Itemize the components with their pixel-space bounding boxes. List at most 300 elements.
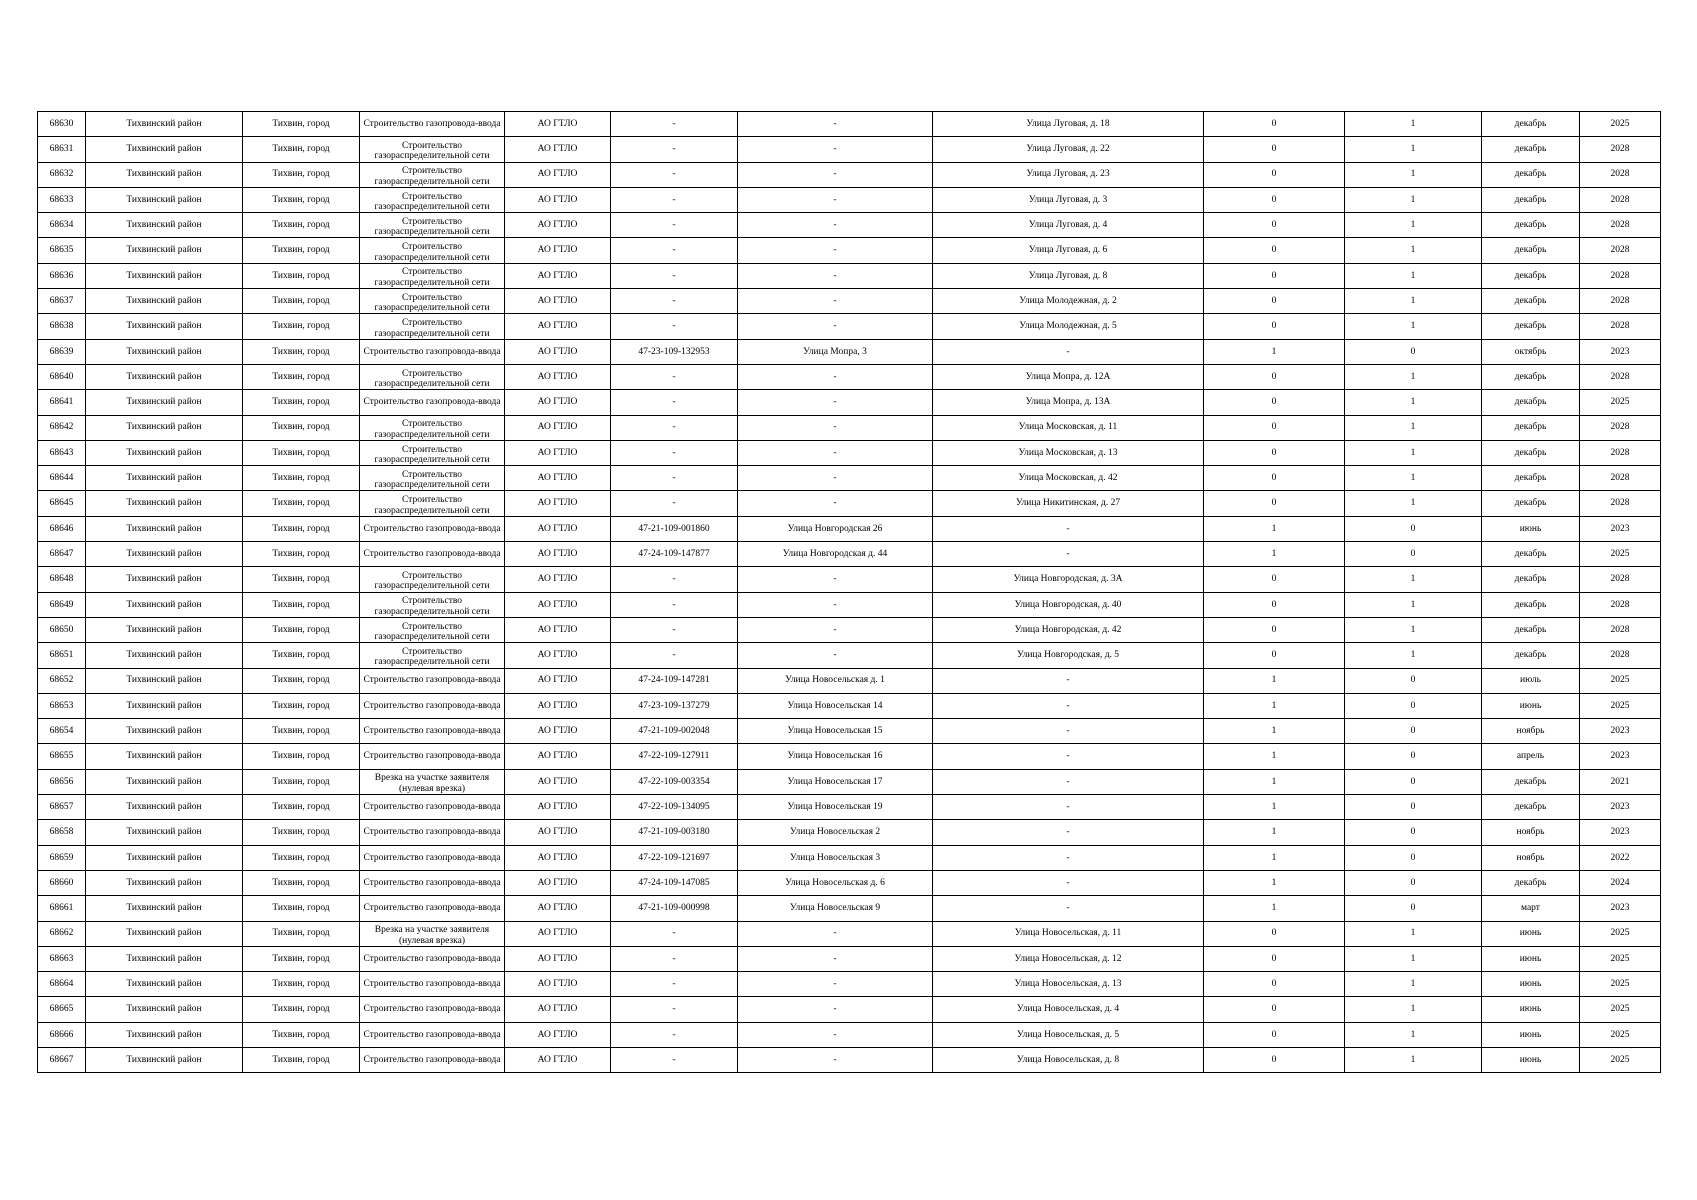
cell-locality: Тихвин, город — [243, 921, 360, 946]
cell-address-existing: Улица Мопра, 3 — [738, 339, 933, 364]
cell-organization: АО ГТЛО — [505, 213, 611, 238]
table-row — [38, 466, 1661, 491]
cell-year: 2025 — [1580, 1047, 1661, 1072]
cell-cadastral-number: - — [611, 364, 738, 389]
cell-address-existing: - — [738, 112, 933, 137]
table-row — [38, 364, 1661, 389]
table-row — [38, 314, 1661, 339]
table-row — [38, 415, 1661, 440]
cell-count-a: 0 — [1204, 567, 1345, 592]
table-row — [38, 896, 1661, 921]
cell-work-type — [360, 1047, 505, 1072]
work-type-text: Строительство газопровода-ввода — [363, 397, 501, 408]
cell-locality: Тихвин, город — [243, 542, 360, 567]
cell-address-existing: Улица Новосельская 16 — [738, 744, 933, 769]
cell-district: Тихвинский район — [86, 112, 243, 137]
cell-address-planned: Улица Новосельская, д. 4 — [933, 997, 1204, 1022]
cell-locality: Тихвин, город — [243, 643, 360, 668]
cell-organization: АО ГТЛО — [505, 162, 611, 187]
cell-count-b: 1 — [1345, 112, 1482, 137]
data-table — [37, 111, 1661, 1073]
cell-count-b: 1 — [1345, 440, 1482, 465]
cell-count-b: 1 — [1345, 491, 1482, 516]
cell-district: Тихвинский район — [86, 440, 243, 465]
cell-year: 2028 — [1580, 466, 1661, 491]
cell-district: Тихвинский район — [86, 769, 243, 794]
work-type-text: Строительство газопровода-ввода — [363, 1054, 501, 1065]
cell-count-a: 0 — [1204, 364, 1345, 389]
cell-year: 2023 — [1580, 339, 1661, 364]
cell-address-existing: Улица Новосельская 9 — [738, 896, 933, 921]
cell-count-a: 0 — [1204, 314, 1345, 339]
cell-address-planned: - — [933, 668, 1204, 693]
cell-address-existing: - — [738, 466, 933, 491]
cell-address-planned: Улица Московская, д. 13 — [933, 440, 1204, 465]
cell-organization: АО ГТЛО — [505, 364, 611, 389]
table-row — [38, 769, 1661, 794]
cell-id: 68652 — [38, 668, 86, 693]
cell-year: 2028 — [1580, 238, 1661, 263]
table-body — [38, 112, 1661, 1073]
cell-organization: АО ГТЛО — [505, 314, 611, 339]
table-row — [38, 870, 1661, 895]
cell-year: 2028 — [1580, 567, 1661, 592]
cell-count-a: 0 — [1204, 972, 1345, 997]
cell-cadastral-number: 47-21-109-000998 — [611, 896, 738, 921]
cell-district: Тихвинский район — [86, 466, 243, 491]
cell-work-type — [360, 921, 505, 946]
cell-month: декабрь — [1482, 238, 1580, 263]
work-type-text: Строительство газораспределительной сети — [374, 368, 490, 390]
cell-count-b: 1 — [1345, 592, 1482, 617]
cell-count-a: 0 — [1204, 137, 1345, 162]
cell-district: Тихвинский район — [86, 491, 243, 516]
cell-year: 2028 — [1580, 364, 1661, 389]
cell-year: 2025 — [1580, 112, 1661, 137]
cell-cadastral-number: 47-22-109-121697 — [611, 845, 738, 870]
cell-work-type — [360, 112, 505, 137]
table-row — [38, 668, 1661, 693]
cell-locality: Тихвин, город — [243, 440, 360, 465]
cell-count-b: 1 — [1345, 263, 1482, 288]
cell-id: 68653 — [38, 693, 86, 718]
table-row — [38, 693, 1661, 718]
cell-address-planned: Улица Новосельская, д. 8 — [933, 1047, 1204, 1072]
cell-cadastral-number: - — [611, 643, 738, 668]
cell-work-type — [360, 466, 505, 491]
cell-district: Тихвинский район — [86, 289, 243, 314]
cell-address-planned: - — [933, 870, 1204, 895]
cell-month: декабрь — [1482, 440, 1580, 465]
work-type-text: Строительство газопровода-ввода — [363, 1004, 501, 1015]
work-type-text: Врезка на участке заявителя (нулевая врезка) — [374, 925, 490, 946]
cell-count-a: 1 — [1204, 744, 1345, 769]
cell-address-planned: Улица Молодежная, д. 2 — [933, 289, 1204, 314]
cell-address-existing: - — [738, 1022, 933, 1047]
cell-count-a: 0 — [1204, 921, 1345, 946]
cell-id: 68667 — [38, 1047, 86, 1072]
cell-id: 68638 — [38, 314, 86, 339]
cell-work-type — [360, 314, 505, 339]
cell-year: 2028 — [1580, 415, 1661, 440]
table-row — [38, 187, 1661, 212]
cell-count-a: 0 — [1204, 238, 1345, 263]
cell-organization: АО ГТЛО — [505, 744, 611, 769]
cell-address-planned: - — [933, 516, 1204, 541]
cell-locality: Тихвин, город — [243, 592, 360, 617]
cell-organization: АО ГТЛО — [505, 491, 611, 516]
work-type-text: Строительство газопровода-ввода — [363, 953, 501, 964]
cell-cadastral-number: 47-22-109-003354 — [611, 769, 738, 794]
cell-work-type — [360, 137, 505, 162]
cell-organization: АО ГТЛО — [505, 820, 611, 845]
cell-district: Тихвинский район — [86, 162, 243, 187]
cell-month: июнь — [1482, 921, 1580, 946]
cell-month: июнь — [1482, 1022, 1580, 1047]
cell-work-type — [360, 516, 505, 541]
cell-year: 2022 — [1580, 845, 1661, 870]
work-type-text: Строительство газопровода-ввода — [363, 700, 501, 711]
cell-address-planned: Улица Никитинская, д. 27 — [933, 491, 1204, 516]
cell-address-planned: - — [933, 896, 1204, 921]
cell-district: Тихвинский район — [86, 390, 243, 415]
cell-work-type — [360, 364, 505, 389]
cell-address-existing: Улица Новосельская 14 — [738, 693, 933, 718]
cell-address-existing: - — [738, 491, 933, 516]
cell-address-planned: - — [933, 845, 1204, 870]
cell-month: декабрь — [1482, 364, 1580, 389]
cell-locality: Тихвин, город — [243, 289, 360, 314]
cell-year: 2023 — [1580, 516, 1661, 541]
cell-address-existing: - — [738, 213, 933, 238]
cell-count-a: 0 — [1204, 997, 1345, 1022]
cell-id: 68665 — [38, 997, 86, 1022]
cell-id: 68659 — [38, 845, 86, 870]
cell-year: 2025 — [1580, 542, 1661, 567]
cell-work-type — [360, 491, 505, 516]
cell-count-a: 1 — [1204, 693, 1345, 718]
cell-work-type — [360, 542, 505, 567]
work-type-text: Строительство газораспределительной сети — [374, 318, 490, 339]
cell-organization: АО ГТЛО — [505, 1047, 611, 1072]
cell-organization: АО ГТЛО — [505, 112, 611, 137]
cell-id: 68648 — [38, 567, 86, 592]
cell-work-type — [360, 972, 505, 997]
cell-work-type — [360, 339, 505, 364]
cell-year: 2028 — [1580, 162, 1661, 187]
cell-year: 2025 — [1580, 972, 1661, 997]
cell-district: Тихвинский район — [86, 339, 243, 364]
cell-address-existing: - — [738, 997, 933, 1022]
cell-month: декабрь — [1482, 112, 1580, 137]
cell-work-type — [360, 187, 505, 212]
cell-cadastral-number: - — [611, 440, 738, 465]
cell-month: ноябрь — [1482, 820, 1580, 845]
work-type-text: Строительство газораспределительной сети — [374, 621, 490, 643]
cell-locality: Тихвин, город — [243, 415, 360, 440]
cell-month: декабрь — [1482, 314, 1580, 339]
cell-month: июнь — [1482, 997, 1580, 1022]
cell-organization: АО ГТЛО — [505, 289, 611, 314]
cell-district: Тихвинский район — [86, 187, 243, 212]
cell-count-b: 0 — [1345, 744, 1482, 769]
cell-organization: АО ГТЛО — [505, 972, 611, 997]
cell-cadastral-number: - — [611, 263, 738, 288]
cell-count-b: 1 — [1345, 390, 1482, 415]
cell-address-planned: Улица Новосельская, д. 11 — [933, 921, 1204, 946]
cell-organization: АО ГТЛО — [505, 668, 611, 693]
cell-cadastral-number: - — [611, 162, 738, 187]
cell-cadastral-number: - — [611, 491, 738, 516]
cell-district: Тихвинский район — [86, 592, 243, 617]
cell-organization: АО ГТЛО — [505, 567, 611, 592]
cell-id: 68666 — [38, 1022, 86, 1047]
cell-address-planned: Улица Мопра, д. 12А — [933, 364, 1204, 389]
cell-year: 2028 — [1580, 137, 1661, 162]
cell-address-planned: - — [933, 769, 1204, 794]
cell-work-type — [360, 567, 505, 592]
cell-organization: АО ГТЛО — [505, 921, 611, 946]
cell-cadastral-number: - — [611, 137, 738, 162]
cell-count-a: 0 — [1204, 390, 1345, 415]
cell-id: 68639 — [38, 339, 86, 364]
cell-address-planned: Улица Новгородская, д. 5 — [933, 643, 1204, 668]
cell-address-existing: - — [738, 972, 933, 997]
cell-id: 68651 — [38, 643, 86, 668]
table-row — [38, 719, 1661, 744]
cell-year: 2028 — [1580, 289, 1661, 314]
cell-organization: АО ГТЛО — [505, 946, 611, 971]
cell-id: 68656 — [38, 769, 86, 794]
cell-year: 2023 — [1580, 896, 1661, 921]
cell-id: 68662 — [38, 921, 86, 946]
cell-district: Тихвинский район — [86, 542, 243, 567]
cell-work-type — [360, 415, 505, 440]
cell-address-planned: Улица Новосельская, д. 13 — [933, 972, 1204, 997]
cell-address-planned: Улица Московская, д. 42 — [933, 466, 1204, 491]
cell-month: апрель — [1482, 744, 1580, 769]
cell-id: 68649 — [38, 592, 86, 617]
cell-address-existing: - — [738, 643, 933, 668]
cell-address-existing: - — [738, 364, 933, 389]
cell-district: Тихвинский район — [86, 719, 243, 744]
cell-count-b: 0 — [1345, 795, 1482, 820]
cell-month: декабрь — [1482, 415, 1580, 440]
cell-organization: АО ГТЛО — [505, 997, 611, 1022]
cell-address-planned: Улица Новгородская, д. 3А — [933, 567, 1204, 592]
cell-count-a: 0 — [1204, 187, 1345, 212]
cell-locality: Тихвин, город — [243, 213, 360, 238]
cell-id: 68657 — [38, 795, 86, 820]
work-type-text: Строительство газопровода-ввода — [363, 548, 501, 559]
cell-district: Тихвинский район — [86, 643, 243, 668]
cell-count-b: 0 — [1345, 668, 1482, 693]
cell-district: Тихвинский район — [86, 567, 243, 592]
table-row — [38, 921, 1661, 946]
cell-organization: АО ГТЛО — [505, 415, 611, 440]
cell-organization: АО ГТЛО — [505, 643, 611, 668]
cell-address-existing: Улица Новосельская д. 1 — [738, 668, 933, 693]
cell-address-existing: - — [738, 289, 933, 314]
cell-locality: Тихвин, город — [243, 896, 360, 921]
cell-district: Тихвинский район — [86, 213, 243, 238]
cell-cadastral-number: - — [611, 415, 738, 440]
cell-id: 68632 — [38, 162, 86, 187]
table-row — [38, 238, 1661, 263]
cell-address-planned: Улица Молодежная, д. 5 — [933, 314, 1204, 339]
cell-address-existing: - — [738, 617, 933, 642]
cell-year: 2023 — [1580, 795, 1661, 820]
cell-work-type — [360, 719, 505, 744]
cell-count-a: 1 — [1204, 795, 1345, 820]
cell-cadastral-number: - — [611, 289, 738, 314]
cell-address-existing: - — [738, 415, 933, 440]
cell-locality: Тихвин, город — [243, 997, 360, 1022]
cell-month: декабрь — [1482, 187, 1580, 212]
cell-count-a: 1 — [1204, 668, 1345, 693]
table-row — [38, 592, 1661, 617]
cell-count-b: 1 — [1345, 415, 1482, 440]
cell-count-b: 1 — [1345, 364, 1482, 389]
cell-count-a: 0 — [1204, 1022, 1345, 1047]
cell-id: 68646 — [38, 516, 86, 541]
cell-organization: АО ГТЛО — [505, 719, 611, 744]
cell-id: 68650 — [38, 617, 86, 642]
cell-id: 68643 — [38, 440, 86, 465]
cell-cadastral-number: - — [611, 112, 738, 137]
cell-count-b: 1 — [1345, 314, 1482, 339]
cell-work-type — [360, 870, 505, 895]
cell-work-type — [360, 213, 505, 238]
table-row — [38, 1047, 1661, 1072]
work-type-text: Строительство газораспределительной сети — [374, 570, 490, 592]
cell-id: 68633 — [38, 187, 86, 212]
cell-count-b: 1 — [1345, 972, 1482, 997]
work-type-text: Строительство газопровода-ввода — [363, 523, 501, 534]
cell-locality: Тихвин, город — [243, 820, 360, 845]
cell-month: декабрь — [1482, 795, 1580, 820]
cell-locality: Тихвин, город — [243, 137, 360, 162]
cell-organization: АО ГТЛО — [505, 617, 611, 642]
cell-cadastral-number: 47-24-109-147877 — [611, 542, 738, 567]
cell-locality: Тихвин, город — [243, 972, 360, 997]
cell-count-a: 0 — [1204, 617, 1345, 642]
cell-count-a: 0 — [1204, 289, 1345, 314]
work-type-text: Строительство газораспределительной сети — [374, 191, 490, 213]
cell-count-b: 0 — [1345, 339, 1482, 364]
cell-address-planned: - — [933, 744, 1204, 769]
cell-address-planned: - — [933, 719, 1204, 744]
cell-district: Тихвинский район — [86, 845, 243, 870]
cell-count-a: 0 — [1204, 643, 1345, 668]
cell-month: декабрь — [1482, 466, 1580, 491]
cell-district: Тихвинский район — [86, 693, 243, 718]
table-row — [38, 339, 1661, 364]
cell-count-b: 0 — [1345, 542, 1482, 567]
cell-id: 68658 — [38, 820, 86, 845]
cell-organization: АО ГТЛО — [505, 896, 611, 921]
cell-organization: АО ГТЛО — [505, 516, 611, 541]
cell-cadastral-number: - — [611, 997, 738, 1022]
cell-cadastral-number: - — [611, 592, 738, 617]
cell-year: 2023 — [1580, 820, 1661, 845]
cell-address-existing: - — [738, 592, 933, 617]
cell-cadastral-number: - — [611, 617, 738, 642]
cell-month: июль — [1482, 668, 1580, 693]
work-type-text: Строительство газораспределительной сети — [374, 646, 490, 668]
cell-count-a: 0 — [1204, 466, 1345, 491]
cell-work-type — [360, 263, 505, 288]
cell-count-a: 1 — [1204, 719, 1345, 744]
cell-month: декабрь — [1482, 263, 1580, 288]
cell-organization: АО ГТЛО — [505, 137, 611, 162]
work-type-text: Строительство газораспределительной сети — [374, 596, 490, 617]
cell-locality: Тихвин, город — [243, 491, 360, 516]
cell-count-a: 0 — [1204, 213, 1345, 238]
cell-locality: Тихвин, город — [243, 617, 360, 642]
cell-id: 68664 — [38, 972, 86, 997]
cell-month: июнь — [1482, 516, 1580, 541]
cell-count-b: 1 — [1345, 162, 1482, 187]
cell-address-existing: Улица Новосельская 3 — [738, 845, 933, 870]
cell-organization: АО ГТЛО — [505, 592, 611, 617]
cell-organization: АО ГТЛО — [505, 693, 611, 718]
work-type-text: Строительство газораспределительной сети — [374, 216, 490, 238]
cell-organization: АО ГТЛО — [505, 339, 611, 364]
cell-id: 68631 — [38, 137, 86, 162]
cell-address-planned: Улица Московская, д. 11 — [933, 415, 1204, 440]
work-type-text: Строительство газопровода-ввода — [363, 726, 501, 737]
cell-address-existing: Улица Новосельская 2 — [738, 820, 933, 845]
cell-address-existing: - — [738, 921, 933, 946]
cell-year: 2021 — [1580, 769, 1661, 794]
work-type-text: Строительство газопровода-ввода — [363, 903, 501, 914]
cell-count-b: 1 — [1345, 921, 1482, 946]
cell-month: ноябрь — [1482, 845, 1580, 870]
cell-cadastral-number: - — [611, 567, 738, 592]
cell-year: 2028 — [1580, 643, 1661, 668]
cell-district: Тихвинский район — [86, 921, 243, 946]
cell-year: 2025 — [1580, 1022, 1661, 1047]
cell-organization: АО ГТЛО — [505, 440, 611, 465]
cell-district: Тихвинский район — [86, 896, 243, 921]
cell-count-b: 1 — [1345, 1022, 1482, 1047]
table-row — [38, 213, 1661, 238]
cell-work-type — [360, 592, 505, 617]
cell-year: 2028 — [1580, 263, 1661, 288]
cell-cadastral-number: - — [611, 213, 738, 238]
cell-address-existing: Улица Новосельская 19 — [738, 795, 933, 820]
cell-work-type — [360, 896, 505, 921]
cell-district: Тихвинский район — [86, 238, 243, 263]
cell-address-existing: Улица Новгородская 26 — [738, 516, 933, 541]
cell-count-a: 0 — [1204, 415, 1345, 440]
cell-work-type — [360, 693, 505, 718]
cell-address-existing: - — [738, 187, 933, 212]
cell-month: декабрь — [1482, 592, 1580, 617]
cell-address-planned: - — [933, 542, 1204, 567]
cell-district: Тихвинский район — [86, 137, 243, 162]
cell-address-planned: Улица Луговая, д. 18 — [933, 112, 1204, 137]
cell-work-type — [360, 795, 505, 820]
cell-address-existing: - — [738, 390, 933, 415]
work-type-text: Строительство газопровода-ввода — [363, 675, 501, 686]
cell-count-a: 1 — [1204, 339, 1345, 364]
cell-count-a: 0 — [1204, 491, 1345, 516]
table-row — [38, 162, 1661, 187]
cell-address-planned: - — [933, 339, 1204, 364]
cell-year: 2025 — [1580, 693, 1661, 718]
